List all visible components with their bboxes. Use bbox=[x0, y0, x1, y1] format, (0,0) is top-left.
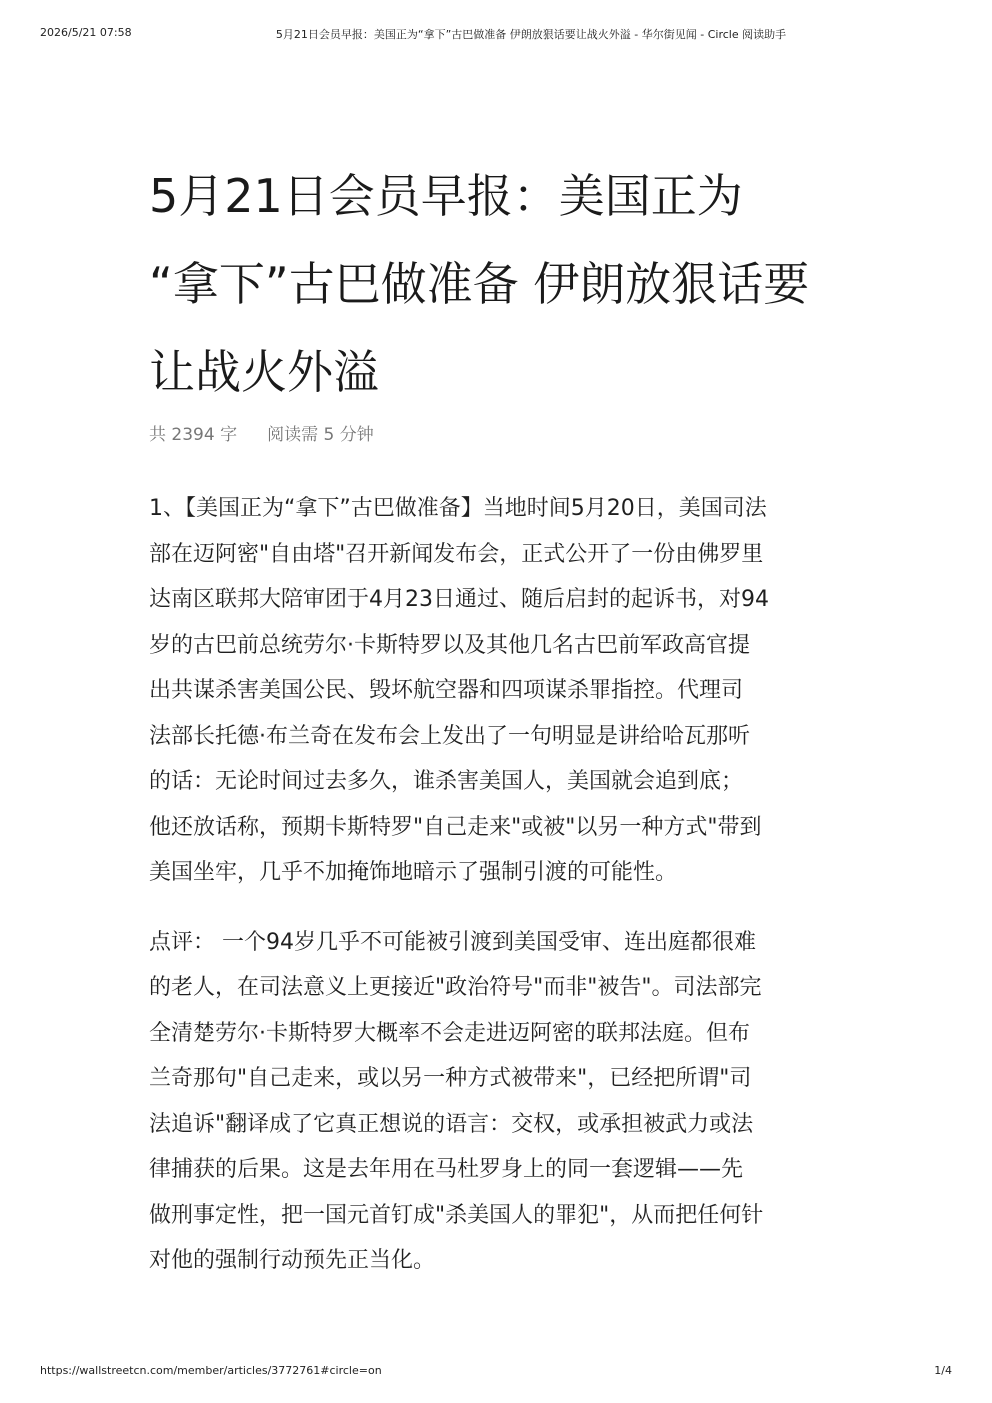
print-page-title: 5月21日会员早报：美国正为“拿下”古巴做准备 伊朗放狠话要让战火外溢 - 华尔街见闻 - Circle 阅读助手 bbox=[275, 28, 787, 41]
paragraph-line: 法部长托德·布兰奇在发布会上发出了一句明显是讲给哈瓦那听 bbox=[149, 723, 750, 749]
article-headline bbox=[149, 152, 849, 416]
paragraph-line: 岁的古巴前总统劳尔·卡斯特罗以及其他几名古巴前军政高官提 bbox=[149, 632, 750, 658]
article bbox=[149, 152, 849, 1284]
paragraph-line: 1、【美国正为“拿下”古巴做准备】当地时间5月20日，美国司法 bbox=[149, 496, 767, 521]
print-datetime: 2026/5/21 07:58 bbox=[40, 26, 132, 39]
paragraph-line: 的话：无论时间过去多久，谁杀害美国人，美国就会追到底； bbox=[149, 769, 744, 794]
paragraph-line: 的老人，在司法意义上更接近"政治符号"而非"被告"。司法部完 bbox=[149, 975, 762, 1000]
paragraph-line: 部在迈阿密"自由塔"召开新闻发布会，正式公开了一份由佛罗里 bbox=[149, 541, 764, 567]
paragraph-line: 美国坐牢，几乎不加掩饰地暗示了强制引渡的可能性。 bbox=[149, 860, 678, 885]
paragraph-line: 兰奇那句"自己走来，或以另一种方式被带来"，已经把所谓"司 bbox=[149, 1066, 752, 1091]
print-page-number: 1/4 bbox=[934, 1364, 952, 1377]
read-time: 阅读需 5 分钟 bbox=[267, 425, 374, 445]
paragraph-line: 对他的强制行动预先正当化。 bbox=[149, 1248, 436, 1273]
paragraph-line: 法追诉"翻译成了它真正想说的语言：交权，或承担被武力或法 bbox=[149, 1111, 754, 1137]
article-paragraph bbox=[149, 486, 849, 896]
paragraph-line: 出共谋杀害美国公民、毁坏航空器和四项谋杀罪指控。代理司 bbox=[149, 678, 744, 703]
paragraph-line: 他还放话称，预期卡斯特罗"自己走来"或被"以另一种方式"带到 bbox=[149, 814, 762, 840]
headline-line: 5月21日会员早报：美国正为 bbox=[149, 169, 743, 223]
paragraph-line: 全清楚劳尔·卡斯特罗大概率不会走进迈阿密的联邦法庭。但布 bbox=[149, 1020, 750, 1046]
paragraph-line: 达南区联邦大陪审团于4月23日通过、随后启封的起诉书，对94 bbox=[149, 587, 769, 612]
word-count: 共 2394 字 bbox=[149, 425, 238, 445]
print-footer bbox=[40, 1364, 952, 1382]
paragraph-line: 点评： 一个94岁几乎不可能被引渡到美国受审、连出庭都很难 bbox=[149, 929, 756, 955]
print-header bbox=[40, 26, 952, 44]
paragraph-line: 律捕获的后果。这是去年用在马杜罗身上的同一套逻辑——先 bbox=[149, 1157, 744, 1182]
article-meta bbox=[149, 422, 849, 448]
headline-line: 让战火外溢 bbox=[149, 345, 379, 399]
print-url: https://wallstreetcn.com/member/articles/3772761#circle=on bbox=[40, 1364, 382, 1377]
commentary-paragraph bbox=[149, 920, 849, 1284]
headline-line: “拿下”古巴做准备 伊朗放狠话要 bbox=[149, 257, 810, 311]
paragraph-line: 做刑事定性，把一国元首钉成"杀美国人的罪犯"，从而把任何针 bbox=[149, 1202, 764, 1228]
